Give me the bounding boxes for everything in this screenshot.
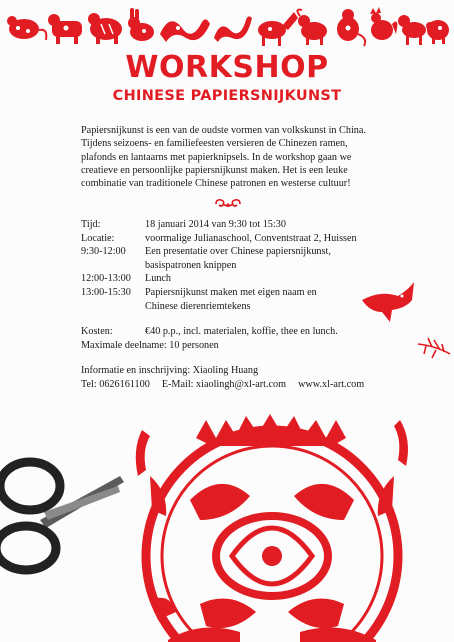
time-label: Tijd:: [81, 219, 101, 230]
location-label: Locatie:: [81, 232, 115, 244]
schedule-activity: Papiersnijkunst maken met eigen naam en: [145, 286, 317, 298]
contact-phone: Tel: 0626161100: [81, 378, 150, 390]
detail-row-time: [81, 218, 381, 232]
zodiac-papercut-band: [4, 4, 450, 50]
zodiac-dragon-icon: [160, 19, 210, 42]
zodiac-monkey-icon: [337, 9, 365, 46]
zodiac-goat-icon: [297, 10, 327, 45]
cost-value: €40 p.p., incl. materialen, koffie, thee en lunch.: [145, 326, 338, 338]
workshop-details: [81, 218, 381, 392]
papercut-branch: [418, 338, 450, 358]
zodiac-tiger-icon: [88, 13, 122, 44]
time-value: 18 januari 2014 van 9:30 tot 15:30: [145, 219, 286, 230]
intro-paragraph: Papiersnijkunst is een van de oudste vormen van volkskunst in China. Tijdens seizoens- en familiefeesten versieren de Chinezen ramen, plafonds en lantaarns met papierknipsels. In de workshop gaan we creatieve en persoonlijke papiersnijkunst maken. Het is een leuke combinatie van traditionele Chinese patronen en westerse cultuur!: [81, 125, 366, 190]
max-participants: Maximale deelname: 10 personen: [81, 339, 219, 351]
schedule-row: [81, 286, 381, 313]
schedule-activity: basispatronen knippen: [145, 259, 237, 271]
detail-row-cost: [81, 325, 381, 339]
schedule-activity: Een presentatie over Chinese papiersnijkunst,: [145, 246, 331, 258]
schedule-row: [81, 245, 381, 272]
zodiac-snake-icon: [214, 16, 252, 42]
zodiac-ox-icon: [48, 14, 82, 44]
zodiac-rat-icon: [7, 16, 46, 40]
scissors-icon: [0, 462, 124, 570]
location-value: voormalige Julianaschool, Conventstraat 2, Huissen: [145, 232, 357, 244]
detail-row-location: [81, 232, 381, 246]
contact-email: E-Mail: xiaolingh@xl-art.com: [161, 378, 287, 390]
schedule-row: [81, 272, 381, 286]
schedule-activity: Chinese dierenriemtekens: [145, 300, 251, 312]
schedule-time: 12:00-13:00: [81, 273, 131, 285]
zodiac-rooster-icon: [370, 7, 397, 40]
schedule-time: 13:00-15:30: [81, 286, 131, 298]
zodiac-horse-icon: [258, 12, 298, 46]
contact-line: [81, 378, 381, 392]
page-subtitle: CHINESE PAPIERSNIJKUNST: [112, 88, 342, 104]
papercut-medallion: [136, 414, 408, 642]
schedule-time: 9:30-12:00: [81, 246, 126, 258]
zodiac-pig-icon: [426, 20, 449, 44]
schedule-activity: Lunch: [145, 273, 172, 285]
scroll-divider-ornament: [214, 198, 242, 210]
zodiac-dog-icon: [398, 15, 426, 45]
cost-label: Kosten:: [81, 326, 113, 338]
zodiac-rabbit-icon: [128, 8, 154, 41]
contact-info: Informatie en inschrijving: Xiaoling Huang: [81, 365, 259, 377]
page-title: WORKSHOP: [125, 50, 329, 85]
contact-website: www.xl-art.com: [298, 378, 365, 390]
